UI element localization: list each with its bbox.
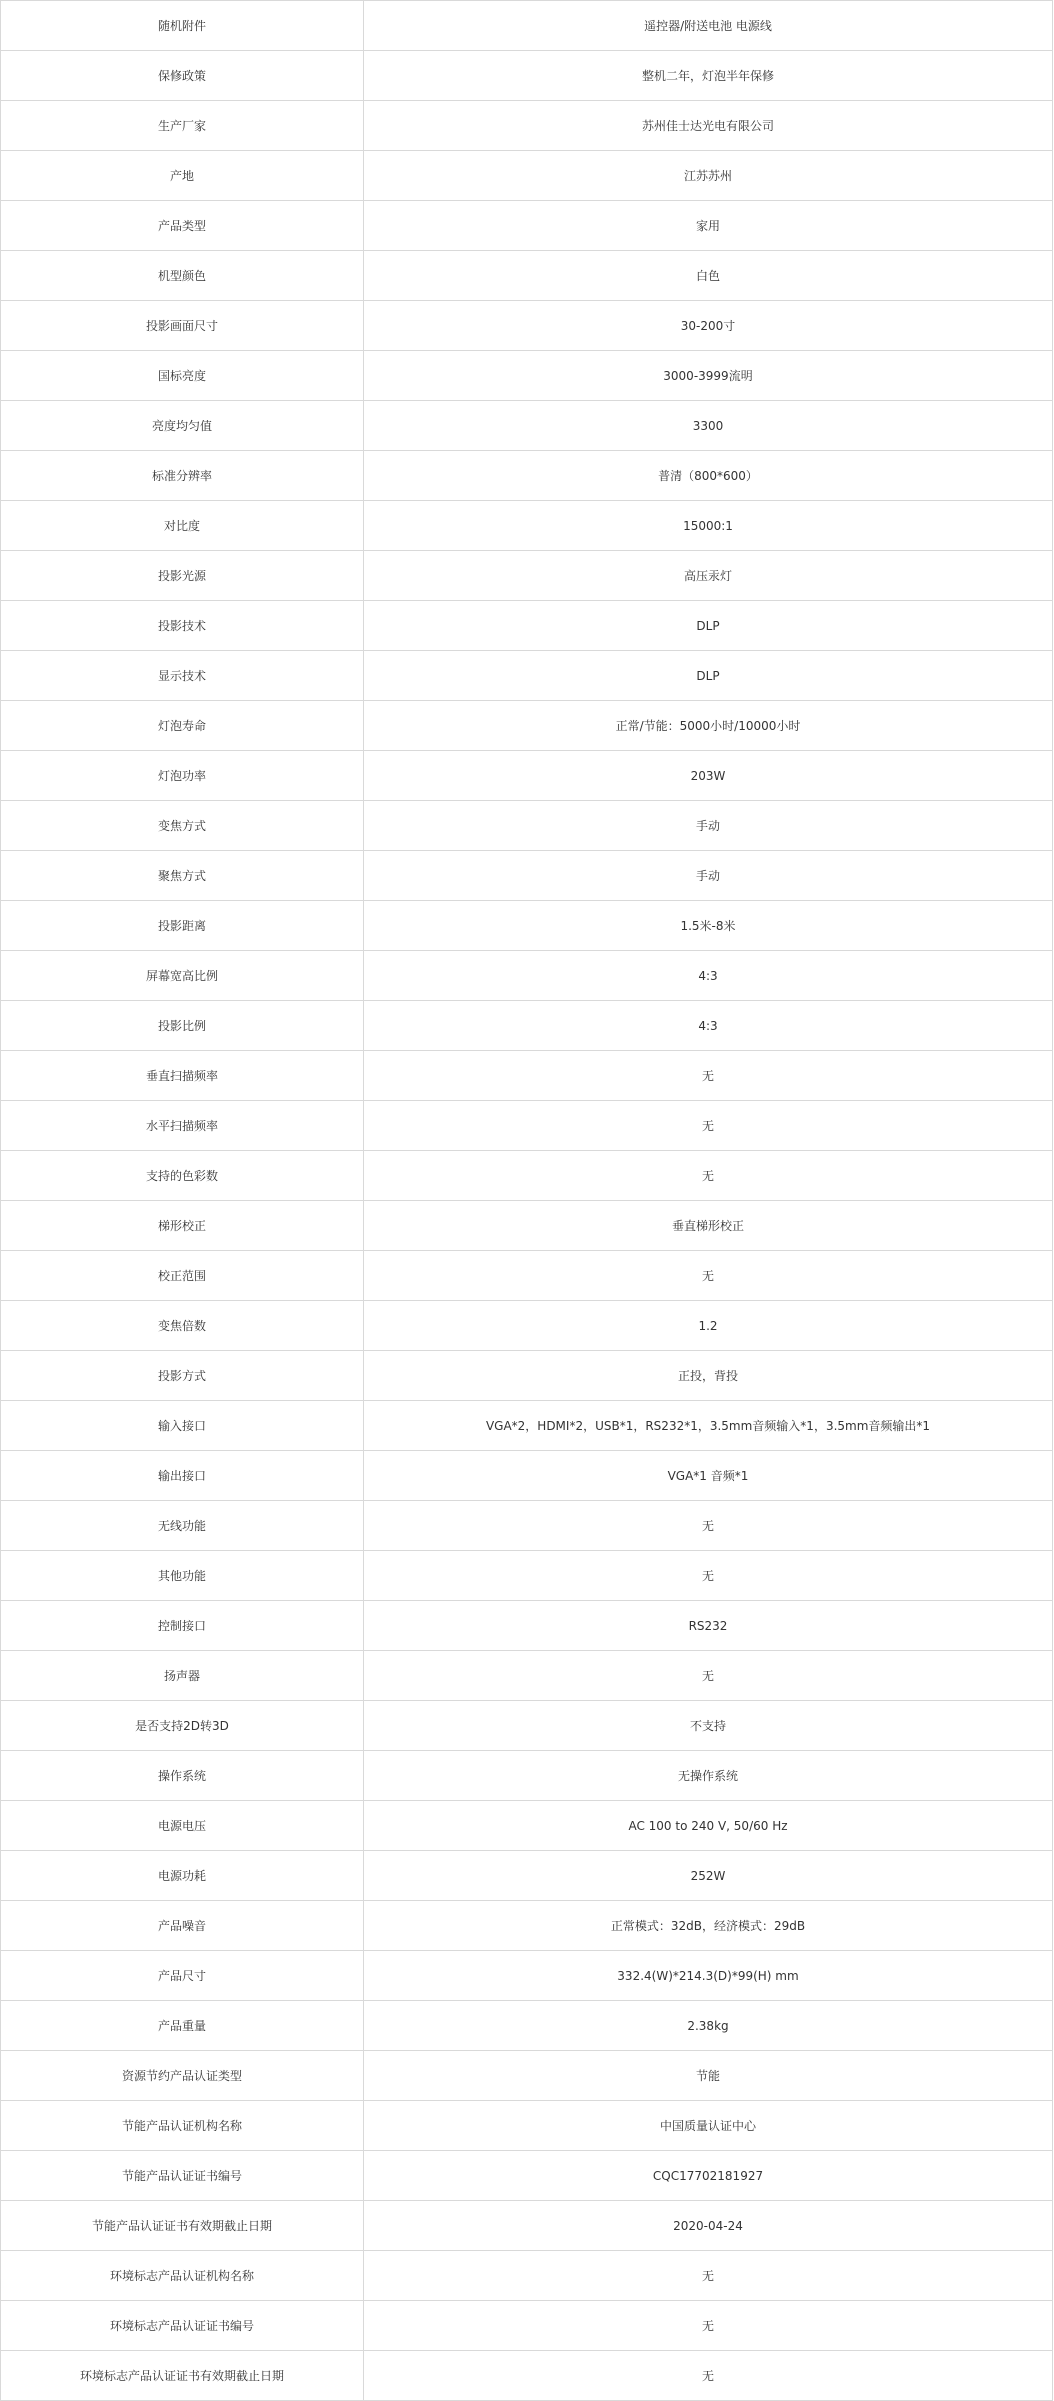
table-row xyxy=(1,1251,1053,1301)
spec-label: 国标亮度 xyxy=(1,351,364,401)
spec-label: 输出接口 xyxy=(1,1451,364,1501)
table-row xyxy=(1,1551,1053,1601)
spec-value: 无 xyxy=(364,2251,1053,2301)
spec-label: 随机附件 xyxy=(1,1,364,51)
spec-value: 整机二年，灯泡半年保修 xyxy=(364,51,1053,101)
spec-value: 无 xyxy=(364,1151,1053,1201)
table-row xyxy=(1,1901,1053,1951)
spec-label: 控制接口 xyxy=(1,1601,364,1651)
spec-value: 332.4(W)*214.3(D)*99(H) mm xyxy=(364,1951,1053,2001)
table-row xyxy=(1,1,1053,51)
table-row xyxy=(1,701,1053,751)
spec-label: 产品重量 xyxy=(1,2001,364,2051)
table-row xyxy=(1,2301,1053,2351)
spec-label: 输入接口 xyxy=(1,1401,364,1451)
spec-label: 电源电压 xyxy=(1,1801,364,1851)
spec-label: 投影方式 xyxy=(1,1351,364,1401)
spec-label: 投影距离 xyxy=(1,901,364,951)
table-row xyxy=(1,1051,1053,1101)
table-row xyxy=(1,551,1053,601)
spec-label: 投影光源 xyxy=(1,551,364,601)
spec-value: 无 xyxy=(364,1501,1053,1551)
spec-label: 投影画面尺寸 xyxy=(1,301,364,351)
spec-value: 垂直梯形校正 xyxy=(364,1201,1053,1251)
spec-label: 显示技术 xyxy=(1,651,364,701)
spec-label: 灯泡寿命 xyxy=(1,701,364,751)
spec-label: 无线功能 xyxy=(1,1501,364,1551)
spec-label: 聚焦方式 xyxy=(1,851,364,901)
spec-value: 白色 xyxy=(364,251,1053,301)
table-row xyxy=(1,451,1053,501)
spec-label: 是否支持2D转3D xyxy=(1,1701,364,1751)
spec-label: 节能产品认证证书编号 xyxy=(1,2151,364,2201)
table-row xyxy=(1,2101,1053,2151)
table-row xyxy=(1,501,1053,551)
spec-value: 2.38kg xyxy=(364,2001,1053,2051)
spec-label: 扬声器 xyxy=(1,1651,364,1701)
table-row xyxy=(1,1151,1053,1201)
spec-value: 无 xyxy=(364,2351,1053,2401)
spec-label: 产品噪音 xyxy=(1,1901,364,1951)
table-row xyxy=(1,901,1053,951)
spec-value: 手动 xyxy=(364,851,1053,901)
spec-value: DLP xyxy=(364,601,1053,651)
spec-value: 普清（800*600） xyxy=(364,451,1053,501)
spec-label: 变焦倍数 xyxy=(1,1301,364,1351)
spec-value: 3300 xyxy=(364,401,1053,451)
table-row xyxy=(1,151,1053,201)
spec-value: 正投，背投 xyxy=(364,1351,1053,1401)
spec-label: 环境标志产品认证证书有效期截止日期 xyxy=(1,2351,364,2401)
spec-value: 无 xyxy=(364,1551,1053,1601)
spec-value: 遥控器/附送电池 电源线 xyxy=(364,1,1053,51)
spec-label: 标准分辨率 xyxy=(1,451,364,501)
spec-value: 3000-3999流明 xyxy=(364,351,1053,401)
table-row xyxy=(1,2051,1053,2101)
table-row xyxy=(1,2351,1053,2401)
table-row xyxy=(1,351,1053,401)
spec-label: 对比度 xyxy=(1,501,364,551)
table-row xyxy=(1,601,1053,651)
spec-label: 产品类型 xyxy=(1,201,364,251)
spec-value: 4:3 xyxy=(364,951,1053,1001)
spec-label: 资源节约产品认证类型 xyxy=(1,2051,364,2101)
spec-label: 机型颜色 xyxy=(1,251,364,301)
spec-label: 投影比例 xyxy=(1,1001,364,1051)
spec-label: 产地 xyxy=(1,151,364,201)
spec-value: 1.5米-8米 xyxy=(364,901,1053,951)
table-row xyxy=(1,401,1053,451)
table-row xyxy=(1,1701,1053,1751)
spec-label: 亮度均匀值 xyxy=(1,401,364,451)
table-row xyxy=(1,1201,1053,1251)
spec-value: CQC17702181927 xyxy=(364,2151,1053,2201)
table-row xyxy=(1,201,1053,251)
spec-label: 环境标志产品认证证书编号 xyxy=(1,2301,364,2351)
spec-label: 梯形校正 xyxy=(1,1201,364,1251)
spec-value: 无操作系统 xyxy=(364,1751,1053,1801)
table-row xyxy=(1,1751,1053,1801)
spec-label: 变焦方式 xyxy=(1,801,364,851)
spec-value: 正常/节能：5000小时/10000小时 xyxy=(364,701,1053,751)
spec-label: 电源功耗 xyxy=(1,1851,364,1901)
spec-value: 无 xyxy=(364,1651,1053,1701)
spec-value: 节能 xyxy=(364,2051,1053,2101)
table-row xyxy=(1,51,1053,101)
spec-value: AC 100 to 240 V, 50/60 Hz xyxy=(364,1801,1053,1851)
table-row xyxy=(1,1951,1053,2001)
spec-label: 产品尺寸 xyxy=(1,1951,364,2001)
table-row xyxy=(1,751,1053,801)
spec-value: 手动 xyxy=(364,801,1053,851)
spec-value: 203W xyxy=(364,751,1053,801)
table-row xyxy=(1,1851,1053,1901)
spec-value: 苏州佳士达光电有限公司 xyxy=(364,101,1053,151)
spec-label: 校正范围 xyxy=(1,1251,364,1301)
table-row xyxy=(1,1801,1053,1851)
spec-value: DLP xyxy=(364,651,1053,701)
spec-value: 4:3 xyxy=(364,1001,1053,1051)
spec-label: 灯泡功率 xyxy=(1,751,364,801)
spec-value: RS232 xyxy=(364,1601,1053,1651)
spec-value: VGA*1 音频*1 xyxy=(364,1451,1053,1501)
spec-value: 家用 xyxy=(364,201,1053,251)
spec-value: 正常模式：32dB，经济模式：29dB xyxy=(364,1901,1053,1951)
table-row xyxy=(1,2251,1053,2301)
table-row xyxy=(1,1101,1053,1151)
spec-value: 无 xyxy=(364,1051,1053,1101)
spec-label: 生产厂家 xyxy=(1,101,364,151)
table-row xyxy=(1,851,1053,901)
spec-value: 江苏苏州 xyxy=(364,151,1053,201)
spec-label: 屏幕宽高比例 xyxy=(1,951,364,1001)
table-row xyxy=(1,101,1053,151)
spec-value: VGA*2，HDMI*2，USB*1，RS232*1，3.5mm音频输入*1，3.5mm音频输出*1 xyxy=(364,1401,1053,1451)
table-row xyxy=(1,2201,1053,2251)
spec-value: 15000:1 xyxy=(364,501,1053,551)
spec-label: 操作系统 xyxy=(1,1751,364,1801)
table-row xyxy=(1,1351,1053,1401)
spec-value: 无 xyxy=(364,2301,1053,2351)
table-row xyxy=(1,651,1053,701)
spec-value: 252W xyxy=(364,1851,1053,1901)
spec-value: 无 xyxy=(364,1101,1053,1151)
table-row xyxy=(1,2001,1053,2051)
spec-value: 30-200寸 xyxy=(364,301,1053,351)
table-row xyxy=(1,1301,1053,1351)
spec-label: 投影技术 xyxy=(1,601,364,651)
spec-value: 1.2 xyxy=(364,1301,1053,1351)
spec-label: 水平扫描频率 xyxy=(1,1101,364,1151)
spec-table-body xyxy=(1,1,1053,2401)
table-row xyxy=(1,801,1053,851)
spec-value: 无 xyxy=(364,1251,1053,1301)
table-row xyxy=(1,1501,1053,1551)
spec-label: 支持的色彩数 xyxy=(1,1151,364,1201)
table-row xyxy=(1,951,1053,1001)
spec-label: 环境标志产品认证机构名称 xyxy=(1,2251,364,2301)
spec-value: 2020-04-24 xyxy=(364,2201,1053,2251)
spec-label: 保修政策 xyxy=(1,51,364,101)
table-row xyxy=(1,1601,1053,1651)
spec-label: 节能产品认证证书有效期截止日期 xyxy=(1,2201,364,2251)
table-row xyxy=(1,1451,1053,1501)
spec-label: 垂直扫描频率 xyxy=(1,1051,364,1101)
table-row xyxy=(1,2151,1053,2201)
spec-value: 中国质量认证中心 xyxy=(364,2101,1053,2151)
table-row xyxy=(1,1001,1053,1051)
table-row xyxy=(1,301,1053,351)
table-row xyxy=(1,251,1053,301)
spec-label: 节能产品认证机构名称 xyxy=(1,2101,364,2151)
table-row xyxy=(1,1651,1053,1701)
spec-value: 高压汞灯 xyxy=(364,551,1053,601)
spec-value: 不支持 xyxy=(364,1701,1053,1751)
table-row xyxy=(1,1401,1053,1451)
spec-label: 其他功能 xyxy=(1,1551,364,1601)
